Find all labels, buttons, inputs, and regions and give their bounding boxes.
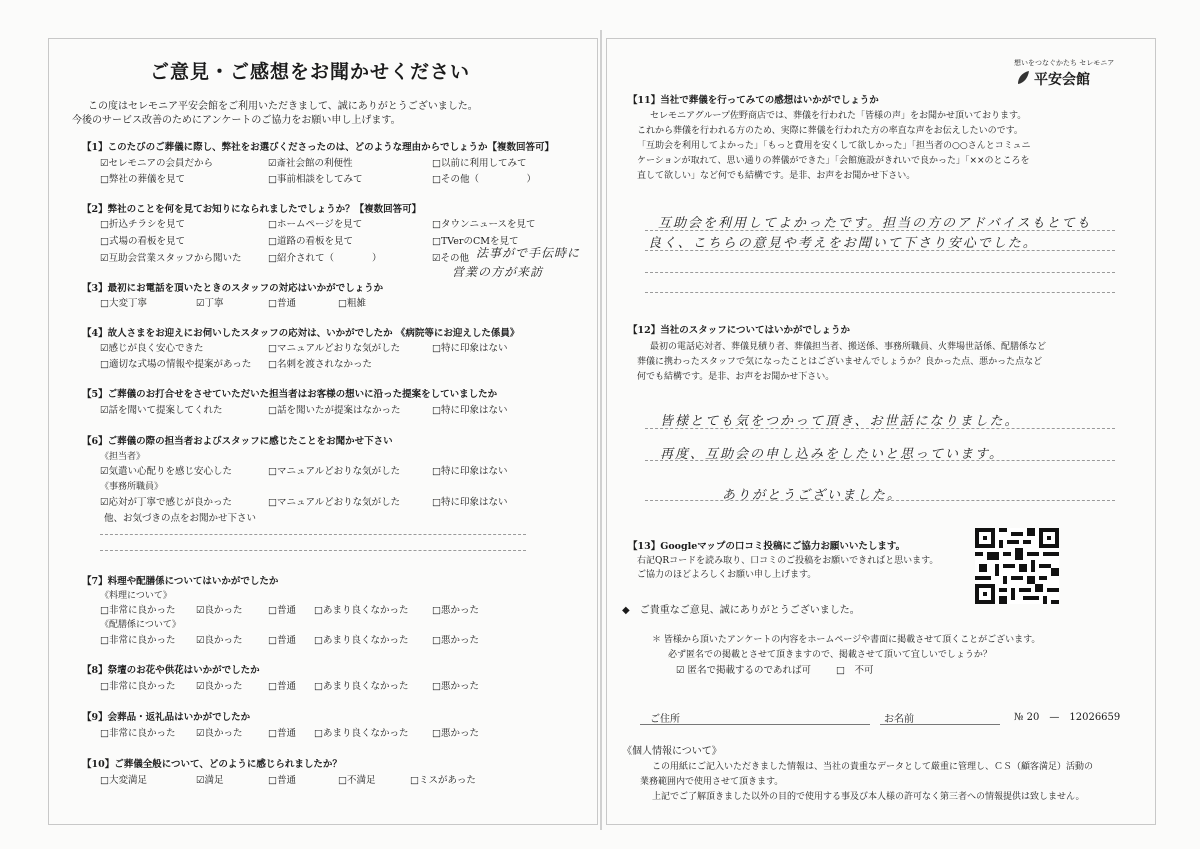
q6-option[interactable]: ☑応対が丁寧で感じが良かった <box>100 497 233 508</box>
q6-option[interactable]: □特に印象はない <box>432 497 508 508</box>
q4-option[interactable]: □名刺を渡されなかった <box>268 359 372 370</box>
thanks-message: ◆ ご貴重なご意見、誠にありがとうございました。 <box>622 605 860 616</box>
publish-no-option[interactable]: □ 不可 <box>836 665 874 676</box>
publish-line-1: ＊ 皆様から頂いたアンケートの内容をホームページや書面に掲載させて頂くことがございます。 <box>652 635 1041 645</box>
q12-desc: 葬儀に携わったスタッフで気になったことはございませんでしょうか？良かった点、悪かった点など <box>637 357 1043 367</box>
q10-option[interactable]: □ミスがあった <box>410 775 476 786</box>
q13-label: 【13】Googleマップの口コミ投稿にご協力お願いいたします。 <box>628 541 906 552</box>
publish-yes-option[interactable]: ☑ 匿名で掲載するのであれば可 <box>676 665 812 676</box>
privacy-line: 業務範囲内で使用させて頂きます。 <box>640 777 784 787</box>
q6-sub-staff: 《担当者》 <box>100 452 146 462</box>
q7-option[interactable]: □非常に良かった <box>100 605 176 616</box>
q11-write-line[interactable] <box>645 292 1115 293</box>
q11-desc: 「互助会を利用してよかった」「もっと費用を安くして欲しかった」「担当者の○○さんとコミュニ <box>637 141 1031 151</box>
q12-desc: 最初の電話応対者、葬儀見積り者、葬儀担当者、搬送係、事務所職員、火葬場世話係、配膳係など <box>650 342 1047 352</box>
intro-line-2: 今後のサービス改善のためにアンケートのご協力をお願い申し上げます。 <box>72 115 401 126</box>
q2-option[interactable]: □ホームページを見て <box>268 219 363 230</box>
address-field[interactable] <box>640 724 870 725</box>
q9-label: 【9】会葬品・返礼品はいかがでしたか <box>82 712 251 723</box>
q6-label: 【6】ご葬儀の際の担当者およびスタッフに感じたことをお聞かせ下さい <box>82 436 393 447</box>
q11-desc: セレモニアグループ佐野商店では、葬儀を行われた「皆様の声」をお聞かせ頂いております。 <box>650 111 1027 121</box>
q4-option[interactable]: ☑感じが良く安心できた <box>100 343 204 354</box>
q1-option[interactable]: □弊社の葬儀を見て <box>100 174 185 185</box>
q6-option[interactable]: □マニュアルどおりな気がした <box>268 466 401 477</box>
q9-option[interactable]: ☑良かった <box>196 728 243 739</box>
q3-option[interactable]: □粗雑 <box>338 298 366 309</box>
q12-desc: 何でも結構です。是非、お声をお聞かせ下さい。 <box>637 372 835 382</box>
q11-desc: これから葬儀を行われる方のため、実際に葬儀を行われた方の率直な声をお伝えしたいのです。 <box>637 126 1023 136</box>
q7-sub-serving: 《配膳係について》 <box>100 620 181 630</box>
q3-option[interactable]: ☑丁寧 <box>196 298 224 309</box>
q8-option[interactable]: □悪かった <box>432 681 479 692</box>
page-title: ご意見・ご感想をお聞かせください <box>150 61 471 83</box>
logo-name: 平安会館 <box>1034 72 1090 88</box>
q2-option[interactable]: □道路の看板を見て <box>268 236 353 247</box>
q2-option[interactable]: □タウンニュースを見て <box>432 219 536 230</box>
q5-label: 【5】ご葬儀のお打合せをさせていただいた担当者はお客様の想いに沿った提案をしていましたか <box>82 389 498 400</box>
q6-sub-office: 《事務所職員》 <box>100 482 164 492</box>
q7-option[interactable]: □非常に良かった <box>100 635 176 646</box>
q10-option[interactable]: □大変満足 <box>100 775 147 786</box>
q1-option[interactable]: □事前相談をしてみて <box>268 174 363 185</box>
q1-option[interactable]: □以前に利用してみて <box>432 158 527 169</box>
logo-tagline: 想いをつなぐかたち セレモニア <box>1014 59 1115 67</box>
q6-other-label: 他、お気づきの点をお聞かせ下さい <box>104 513 257 524</box>
q7-label: 【7】料理や配膳係についてはいかがでしたか <box>82 576 279 587</box>
q3-option[interactable]: □大変丁寧 <box>100 298 147 309</box>
q10-option[interactable]: □不満足 <box>338 775 376 786</box>
q12-handwriting: 皆様とても気をつかって頂き、お世話になりました。 <box>660 414 1020 429</box>
q10-option[interactable]: □普通 <box>268 775 296 786</box>
name-field[interactable] <box>880 724 1000 725</box>
intro-line-1: この度はセレモニア平安会館をご利用いただきまして、誠にありがとうございました。 <box>88 101 478 112</box>
q11-handwriting: 互助会を利用してよかったです。担当の方のアドバイスもとても <box>658 216 1092 231</box>
privacy-title: 《個人情報について》 <box>622 746 722 757</box>
q6-write-line[interactable] <box>100 550 526 551</box>
q8-option[interactable]: □あまり良くなかった <box>314 681 409 692</box>
q9-option[interactable]: □悪かった <box>432 728 479 739</box>
q8-option[interactable]: □普通 <box>268 681 296 692</box>
q11-handwriting: 良く、こちらの意見や考えをお聞いて下さり安心でした。 <box>648 236 1038 251</box>
q12-label: 【12】当社のスタッフについてはいかがでしょうか <box>628 325 851 336</box>
q5-option[interactable]: □話を聞いたが提案はなかった <box>268 405 401 416</box>
q13-desc: ご協力のほどよろしくお願い申し上げます。 <box>637 570 817 580</box>
q2-option[interactable]: □TVerのCMを見て <box>432 236 519 247</box>
q7-option[interactable]: □普通 <box>268 605 296 616</box>
q10-label: 【10】ご葬儀全般について、どのように感じられましたか？ <box>82 759 342 770</box>
leaf-icon <box>1016 70 1030 86</box>
publish-line-2: 必ず匿名での掲載とさせて頂きますので、掲載させて頂いて宜しいでしょうか？ <box>668 650 992 660</box>
q7-option[interactable]: □悪かった <box>432 605 479 616</box>
q8-option[interactable]: ☑良かった <box>196 681 243 692</box>
q1-option[interactable]: ☑斎社会館の利便性 <box>268 158 353 169</box>
q6-write-line[interactable] <box>100 534 526 535</box>
q12-handwriting: 再度、互助会の申し込みをしたいと思っています。 <box>660 447 1004 462</box>
q7-sub-food: 《料理について》 <box>100 591 172 601</box>
q2-option[interactable]: □式場の看板を見て <box>100 236 185 247</box>
address-label: ご住所 <box>650 714 680 725</box>
q4-option[interactable]: □マニュアルどおりな気がした <box>268 343 401 354</box>
q2-label: 【2】弊社のことを何を見てお知りになられましたでしょうか？【複数回答可】 <box>82 204 422 215</box>
q11-desc: ケーションが取れて、思い通りの葬儀ができた」「会館施設がきれいで良かった」「××のところを <box>637 156 1030 166</box>
q1-label: 【1】このたびのご葬儀に際し、弊社をお選びくださったのは、どのような理由からでしょうか【複数回答可】 <box>82 142 555 153</box>
q7-option[interactable]: □普通 <box>268 635 296 646</box>
q4-option[interactable]: □適切な式場の情報や提案があった <box>100 359 252 370</box>
name-label: お名前 <box>884 714 914 725</box>
q9-option[interactable]: □普通 <box>268 728 296 739</box>
q2-option[interactable]: □折込チラシを見て <box>100 219 185 230</box>
q9-option[interactable]: □非常に良かった <box>100 728 176 739</box>
q4-option[interactable]: □特に印象はない <box>432 343 508 354</box>
q3-label: 【3】最初にお電話を頂いたときのスタッフの対応はいかがでしょうか <box>82 283 384 294</box>
privacy-line: この用紙にご記入いただきました情報は、当社の貴重なデータとして厳重に管理し、ＣＳ（顧客満足）活動の <box>652 762 1094 772</box>
q8-option[interactable]: □非常に良かった <box>100 681 176 692</box>
q6-option[interactable]: □マニュアルどおりな気がした <box>268 497 401 508</box>
q1-option[interactable]: □その他（ ） <box>432 174 536 185</box>
q9-option[interactable]: □あまり良くなかった <box>314 728 409 739</box>
q8-label: 【8】祭壇のお花や供花はいかがでしたか <box>82 665 260 676</box>
form-number: № 20 — 12026659 <box>1014 712 1121 723</box>
q2-option[interactable]: ☑互助会営業スタッフから聞いた <box>100 253 242 264</box>
q2-option[interactable]: ☑その他 <box>432 253 470 264</box>
q6-option[interactable]: □特に印象はない <box>432 466 508 477</box>
q6-option[interactable]: ☑気遣い心配りを感じ安心した <box>100 466 233 477</box>
q1-option[interactable]: ☑セレモニアの会員だから <box>100 158 214 169</box>
q7-option[interactable]: ☑良かった <box>196 605 243 616</box>
q7-option[interactable]: □あまり良くなかった <box>314 605 409 616</box>
q5-option[interactable]: □特に印象はない <box>432 405 508 416</box>
q3-option[interactable]: □普通 <box>268 298 296 309</box>
q7-option[interactable]: ☑良かった <box>196 635 243 646</box>
q2-handwriting-1: 法事がで手伝時に <box>476 246 581 260</box>
qr-code-icon[interactable] <box>975 528 1059 604</box>
q2-option[interactable]: □紹介されて（ ） <box>268 253 382 264</box>
q7-option[interactable]: □悪かった <box>432 635 479 646</box>
q7-option[interactable]: □あまり良くなかった <box>314 635 409 646</box>
q13-desc: 右記QRコードを読み取り、口コミのご投稿をお願いできればと思います。 <box>637 556 939 566</box>
q11-write-line[interactable] <box>645 272 1115 273</box>
q11-desc: 直して欲しい」など何でも結構です。是非、お声をお聞かせ下さい。 <box>637 171 916 181</box>
q5-option[interactable]: ☑話を聞いて提案してくれた <box>100 405 223 416</box>
q11-label: 【11】当社で葬儀を行ってみての感想はいかがでしょうか <box>628 95 879 106</box>
q2-handwriting-2: 営業の方が来訪 <box>452 265 544 279</box>
privacy-line: 上記でご了解頂きました以外の目的で使用する事及び本人様の許可なく第三者への情報提供は致しません。 <box>652 792 1085 802</box>
q4-label: 【4】故人さまをお迎えにお伺いしたスタッフの応対は、いかがでしたか 《病院等にお迎えした係員》 <box>82 328 520 339</box>
q10-option[interactable]: ☑満足 <box>196 775 224 786</box>
q12-handwriting: ありがとうございました。 <box>722 488 903 503</box>
page-fold <box>600 30 602 830</box>
